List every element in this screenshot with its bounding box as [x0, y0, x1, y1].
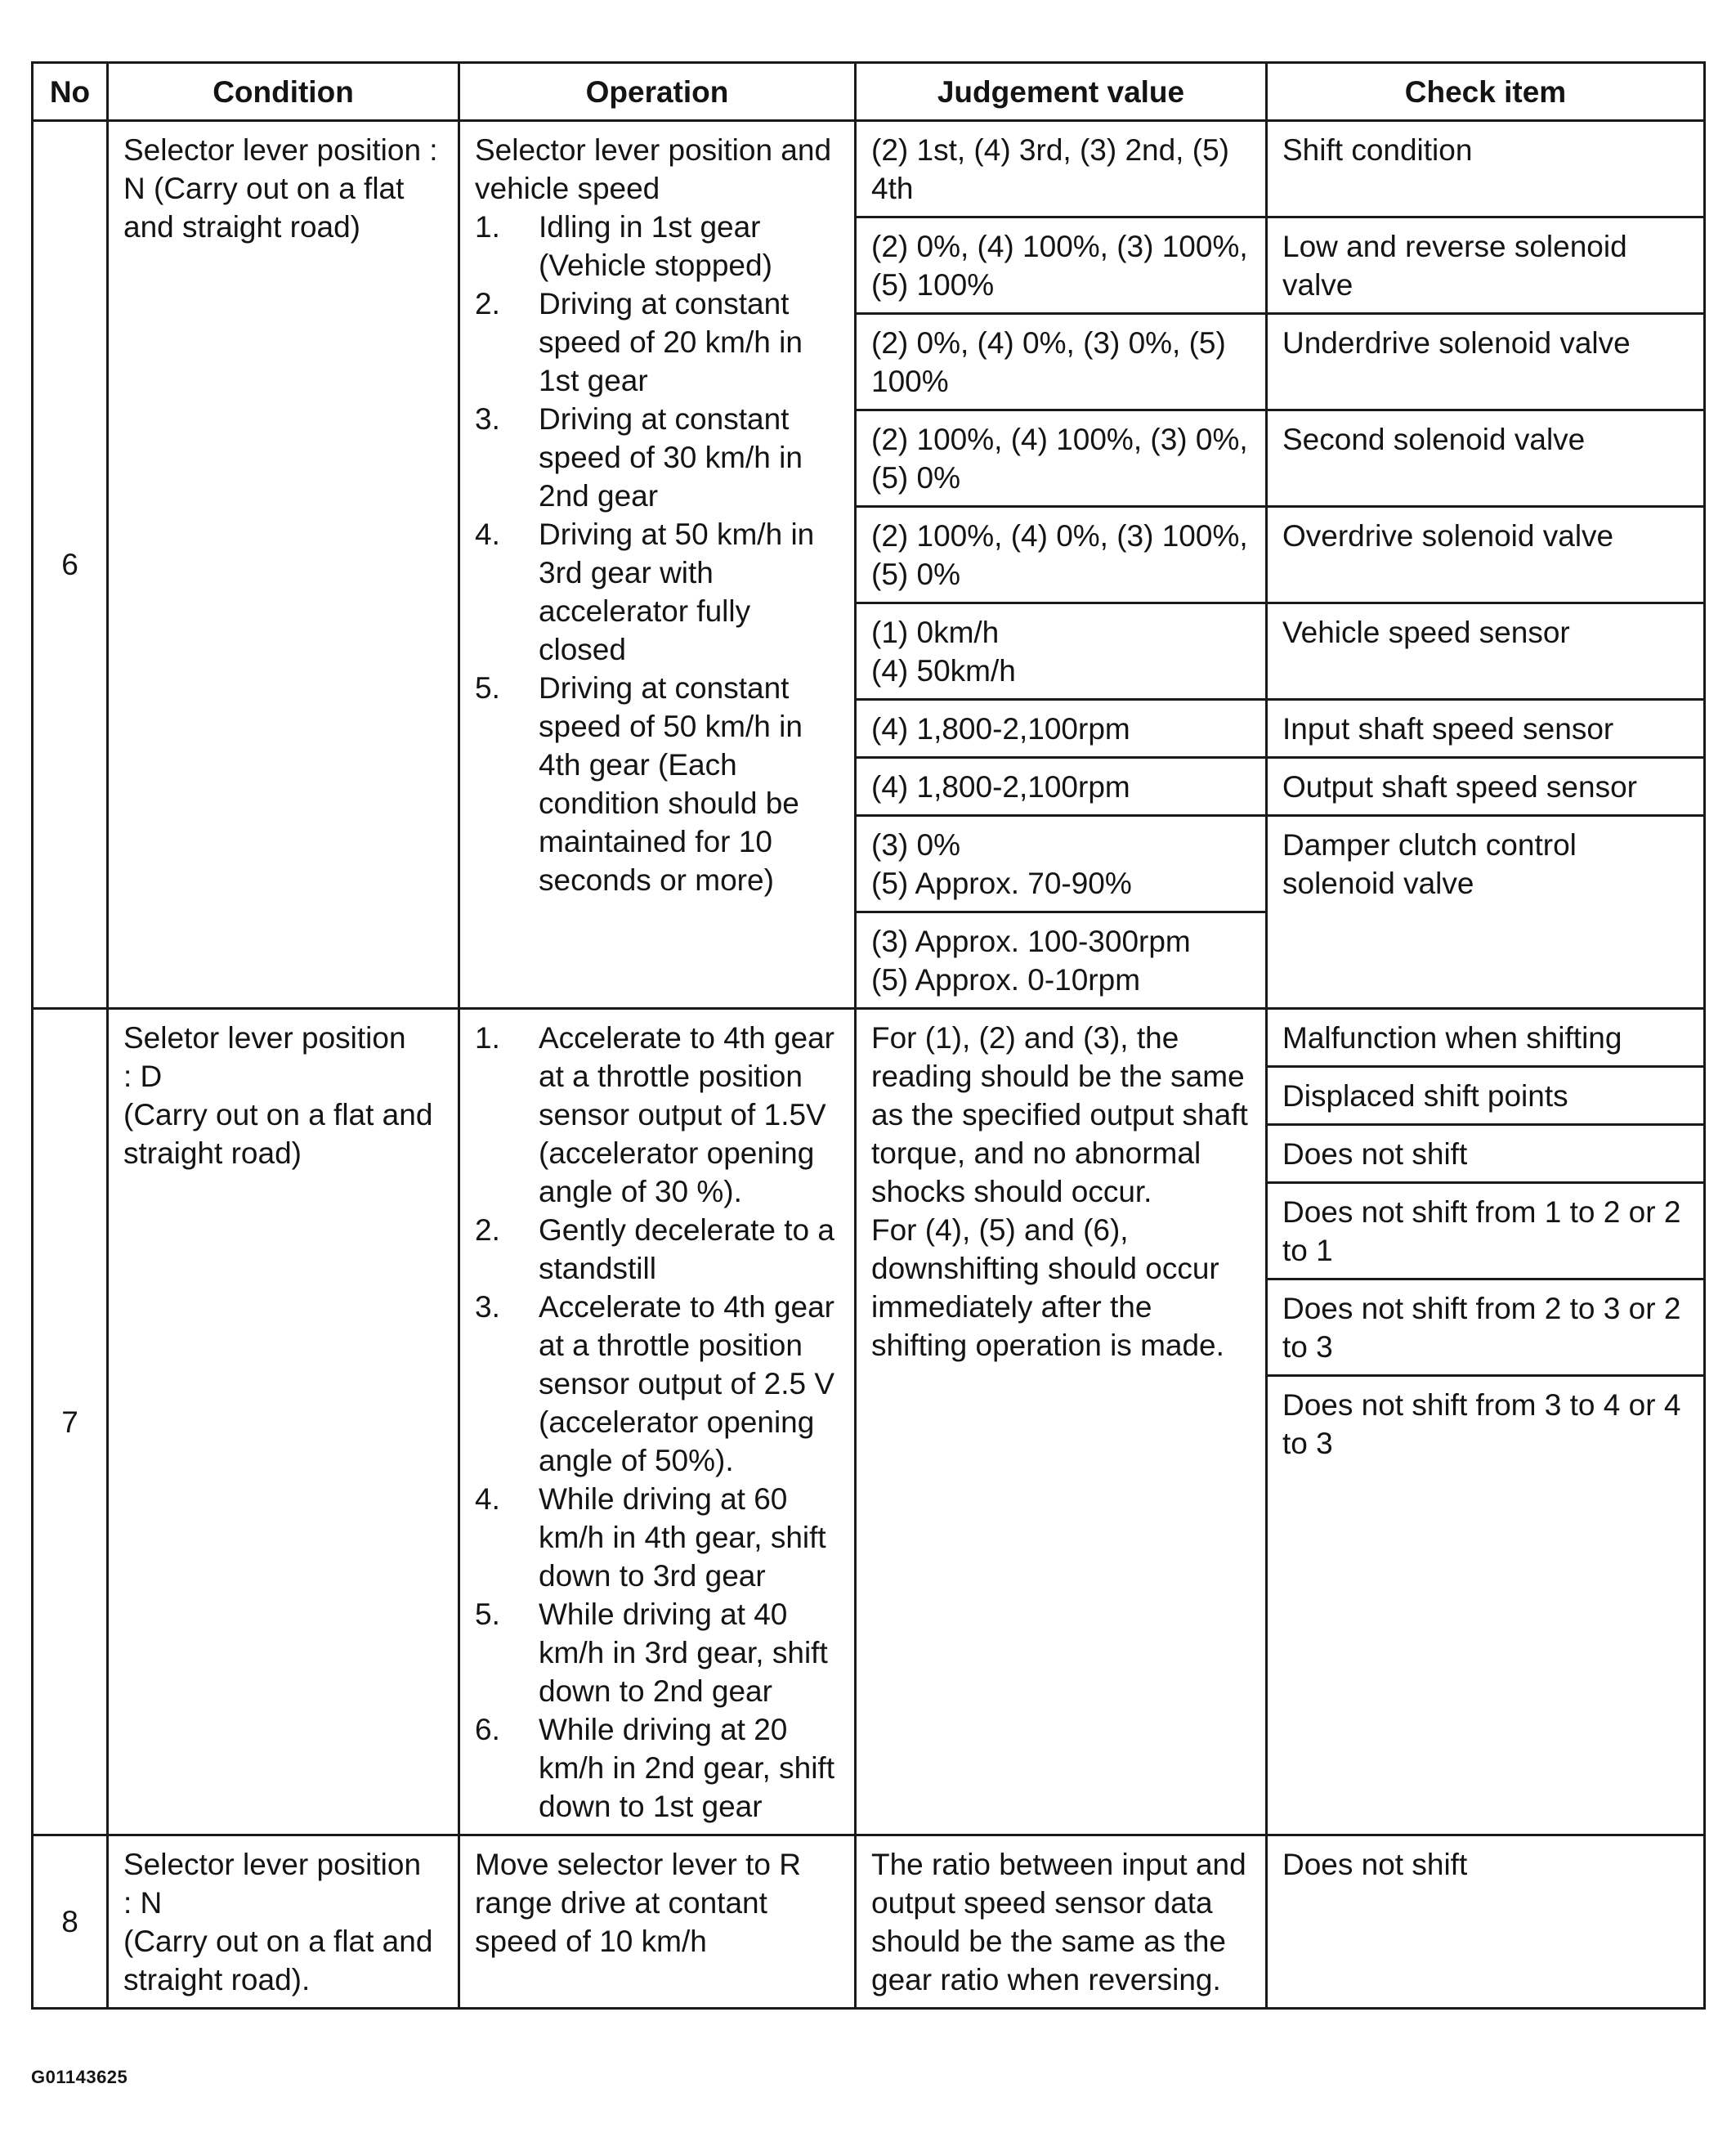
check-underdrive-solenoid: Underdrive solenoid valve — [1267, 314, 1705, 410]
row-8-judgement: The ratio between input and output speed sensor data should be the same as the gear ratio when reversing. — [856, 1835, 1267, 2009]
judgement-damper-clutch-slip — [856, 912, 1267, 1009]
check-second-solenoid: Second solenoid valve — [1267, 410, 1705, 507]
inspection-table — [31, 61, 1706, 2010]
row-8-operation: Move selector lever to R range drive at contant speed of 10 km/h — [459, 1835, 856, 2009]
step-text: Driving at 50 km/h in 3rd gear with accelerator fully closed — [539, 518, 815, 666]
check-overdrive-solenoid: Overdrive solenoid valve — [1267, 507, 1705, 603]
check-shift-2-3: Does not shift from 2 to 3 or 2 to 3 — [1267, 1279, 1705, 1376]
row-7-step-2 — [475, 1211, 839, 1288]
check-displaced-shift-points: Displaced shift points — [1267, 1067, 1705, 1125]
header-check-item: Check item — [1267, 63, 1705, 121]
check-malfunction-when-shifting: Malfunction when shifting — [1267, 1009, 1705, 1067]
step-text: While driving at 40 km/h in 3rd gear, shift down to 2nd gear — [539, 1598, 828, 1708]
step-text: Gently decelerate to a standstill — [539, 1213, 834, 1285]
step-text: Accelerate to 4th gear at a throttle position sensor output of 2.5 V (accelerator opening angle of 50%). — [539, 1290, 835, 1477]
header-row — [33, 63, 1705, 121]
header-condition: Condition — [108, 63, 459, 121]
check-shift-3-4: Does not shift from 3 to 4 or 4 to 3 — [1267, 1376, 1705, 1835]
judgement-low-reverse-solenoid: (2) 0%, (4) 100%, (3) 100%, (5) 100% — [856, 217, 1267, 314]
condition-line: : D — [123, 1060, 163, 1093]
check-shift-condition: Shift condition — [1267, 121, 1705, 217]
row-6-condition: Selector lever position : N (Carry out on a flat and straight road) — [108, 121, 459, 1009]
row-8-condition — [108, 1835, 459, 2009]
table-row-6 — [33, 121, 1705, 217]
step-number: 1. — [475, 1021, 500, 1055]
check-shift-1-2: Does not shift from 1 to 2 or 2 to 1 — [1267, 1183, 1705, 1279]
header-judgement-value: Judgement value — [856, 63, 1267, 121]
condition-line: : N — [123, 1886, 163, 1920]
row-7-operation — [459, 1009, 856, 1835]
row-7-condition — [108, 1009, 459, 1835]
condition-line: (Carry out on a flat and straight road). — [123, 1925, 433, 1996]
step-text: While driving at 20 km/h in 2nd gear, shift down to 1st gear — [539, 1713, 834, 1823]
step-text: Accelerate to 4th gear at a throttle position sensor output of 1.5V (accelerator opening angle of 30 %). — [539, 1021, 834, 1208]
check-output-shaft-sensor: Output shaft speed sensor — [1267, 758, 1705, 816]
row-7-step-3 — [475, 1288, 839, 1480]
judgement-line: (5) Approx. 0-10rpm — [871, 963, 1141, 997]
judgement-line: (1) 0km/h — [871, 616, 1000, 649]
judgement-line: (3) 0% — [871, 828, 960, 862]
row-7-step-4 — [475, 1480, 839, 1595]
row-6-step-4 — [475, 515, 839, 669]
judgement-paragraph: For (4), (5) and (6), downshifting should occur immediately after the shifting operation is made. — [871, 1213, 1224, 1362]
judgement-overdrive-solenoid: (2) 100%, (4) 0%, (3) 100%, (5) 0% — [856, 507, 1267, 603]
judgement-underdrive-solenoid: (2) 0%, (4) 0%, (3) 0%, (5) 100% — [856, 314, 1267, 410]
check-does-not-shift: Does not shift — [1267, 1125, 1705, 1183]
row-6-step-5 — [475, 669, 839, 899]
row-7-step-1 — [475, 1019, 839, 1211]
judgement-output-shaft-sensor: (4) 1,800-2,100rpm — [856, 758, 1267, 816]
row-6-operation-intro: Selector lever position and vehicle speed — [475, 133, 832, 205]
row-7-step-5 — [475, 1595, 839, 1710]
step-number: 2. — [475, 1213, 500, 1247]
check-low-reverse-solenoid: Low and reverse solenoid valve — [1267, 217, 1705, 314]
row-6-number: 6 — [33, 121, 108, 1009]
judgement-line: (3) Approx. 100-300rpm — [871, 925, 1191, 958]
table-row-8 — [33, 1835, 1705, 2009]
step-number: 5. — [475, 671, 500, 705]
step-number: 4. — [475, 1482, 500, 1516]
check-damper-clutch-solenoid: Damper clutch control solenoid valve — [1267, 816, 1705, 1009]
judgement-line: (4) 50km/h — [871, 654, 1016, 688]
header-no: No — [33, 63, 108, 121]
condition-line: Selector lever position — [123, 1848, 422, 1881]
row-6-steps — [475, 208, 839, 899]
step-text: While driving at 60 km/h in 4th gear, shift down to 3rd gear — [539, 1482, 826, 1593]
row-6-operation — [459, 121, 856, 1009]
step-number: 3. — [475, 1290, 500, 1324]
judgement-second-solenoid: (2) 100%, (4) 100%, (3) 0%, (5) 0% — [856, 410, 1267, 507]
row-8-check: Does not shift — [1267, 1835, 1705, 2009]
figure-id: G01143625 — [31, 2067, 128, 2087]
check-vehicle-speed-sensor: Vehicle speed sensor — [1267, 603, 1705, 700]
step-number: 3. — [475, 402, 500, 436]
judgement-input-shaft-sensor: (4) 1,800-2,100rpm — [856, 700, 1267, 758]
step-text: Driving at constant speed of 20 km/h in 1st gear — [539, 287, 803, 397]
condition-line: Seletor lever position — [123, 1021, 406, 1055]
step-number: 2. — [475, 287, 500, 320]
row-7-judgement — [856, 1009, 1267, 1835]
step-text: Driving at constant speed of 30 km/h in 2nd gear — [539, 402, 803, 513]
row-8-number: 8 — [33, 1835, 108, 2009]
row-6-step-3 — [475, 400, 839, 515]
step-text: Idling in 1st gear (Vehicle stopped) — [539, 210, 772, 282]
row-7-number: 7 — [33, 1009, 108, 1835]
judgement-damper-clutch-duty — [856, 816, 1267, 912]
condition-line: (Carry out on a flat and straight road) — [123, 1098, 433, 1170]
step-text: Driving at constant speed of 50 km/h in 4th gear (Each condition should be maintained for 10 seconds or more) — [539, 671, 803, 897]
step-number: 6. — [475, 1713, 500, 1746]
row-7-steps — [475, 1019, 839, 1826]
check-input-shaft-sensor: Input shaft speed sensor — [1267, 700, 1705, 758]
table-row-7 — [33, 1009, 1705, 1067]
judgement-shift-condition: (2) 1st, (4) 3rd, (3) 2nd, (5) 4th — [856, 121, 1267, 217]
judgement-vehicle-speed-sensor — [856, 603, 1267, 700]
row-7-step-6 — [475, 1710, 839, 1826]
step-number: 1. — [475, 210, 500, 244]
header-operation: Operation — [459, 63, 856, 121]
row-6-step-1 — [475, 208, 839, 285]
step-number: 5. — [475, 1598, 500, 1631]
judgement-line: (5) Approx. 70-90% — [871, 867, 1132, 900]
step-number: 4. — [475, 518, 500, 551]
judgement-paragraph: For (1), (2) and (3), the reading should be the same as the specified output shaft torque, and no abnormal shocks should occur. — [871, 1021, 1248, 1208]
row-6-step-2 — [475, 285, 839, 400]
